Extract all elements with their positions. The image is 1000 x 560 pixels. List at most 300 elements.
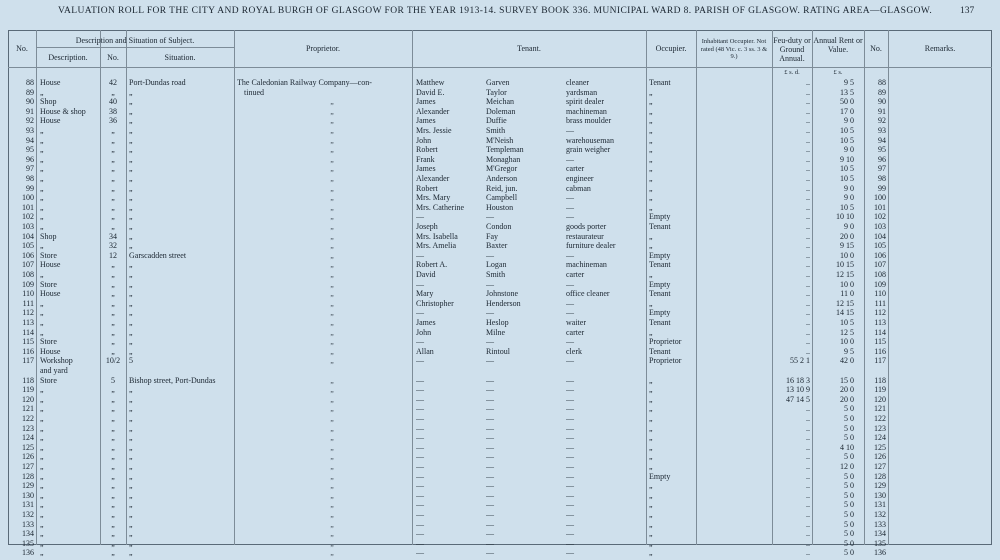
cell-annual-rent: 12 5: [840, 327, 854, 337]
cell-description: „: [40, 481, 44, 491]
cell-feu-duty: ..: [806, 442, 810, 452]
cell-no-right: 124: [874, 433, 886, 443]
table-row: [0, 308, 1000, 318]
cell-number: 38: [109, 106, 117, 116]
cell-tenant-first: Mrs. Jessie: [416, 126, 452, 135]
cell-tenant-first: —: [416, 490, 424, 500]
cell-number: „: [111, 385, 115, 395]
cell-tenant-first: James: [416, 97, 436, 107]
cell-description: „: [40, 490, 44, 500]
cell-proprietor: „: [330, 250, 334, 260]
col-header-no: No.: [16, 44, 28, 53]
cell-no: 127: [22, 462, 34, 471]
cell-tenant-occupation: waiter: [566, 318, 586, 327]
cell-no-right: 111: [874, 298, 886, 308]
cell-feu-duty: ..: [806, 548, 810, 558]
cell-annual-rent: 5 0: [844, 481, 854, 491]
cell-annual-rent: 42 0: [840, 356, 854, 366]
cell-no-right: 112: [874, 308, 886, 318]
cell-situation: „: [129, 212, 133, 222]
cell-occupier: Empty: [649, 212, 671, 222]
cell-situation: Garscadden street: [129, 250, 187, 260]
cell-feu-duty: ..: [806, 202, 810, 212]
cell-tenant-surname: Henderson: [486, 298, 521, 308]
cell-tenant-surname: —: [486, 279, 494, 289]
cell-no-right: 136: [874, 548, 886, 558]
cell-proprietor: „: [330, 423, 334, 433]
cell-number: „: [111, 270, 115, 279]
cell-occupier: „: [649, 375, 653, 385]
cell-occupier: „: [649, 327, 653, 337]
cell-number: 10/2: [105, 356, 121, 366]
cell-annual-rent: 10 0: [840, 337, 854, 347]
cell-tenant-surname: Houston: [486, 202, 514, 212]
cell-no-right: 125: [874, 442, 886, 452]
table-row: [0, 251, 1000, 261]
cell-proprietor: „: [330, 298, 334, 308]
cell-no-right: 133: [874, 519, 886, 529]
cell-number: „: [111, 337, 115, 347]
cell-no: 125: [22, 442, 34, 452]
cell-tenant-occupation: cabman: [566, 183, 591, 193]
cell-number: 12: [109, 250, 117, 260]
cell-annual-rent: 10 5: [840, 126, 854, 135]
cell-tenant-occupation: goods porter: [566, 222, 607, 231]
cell-situation: „: [129, 154, 133, 164]
cell-description: „: [40, 318, 44, 327]
cell-tenant-first: —: [416, 337, 424, 347]
cell-tenant-occupation: —: [566, 433, 574, 443]
cell-occupier: „: [649, 433, 653, 443]
cell-number: „: [111, 87, 115, 97]
cell-tenant-surname: —: [486, 385, 494, 395]
cell-feu-duty: ..: [806, 279, 810, 289]
cell-proprietor: „: [330, 327, 334, 337]
cell-no: 99: [26, 183, 34, 193]
cell-feu-duty: ..: [806, 500, 810, 510]
cell-occupier: „: [649, 394, 653, 404]
cell-description: „: [40, 202, 44, 212]
cell-description: House: [40, 289, 61, 299]
cell-proprietor: „: [330, 462, 334, 471]
cell-occupier: Tenant: [649, 260, 671, 270]
cell-tenant-first: Alexander: [416, 106, 450, 116]
cell-tenant-occupation: —: [566, 529, 574, 539]
cell-number: „: [111, 471, 115, 481]
cell-number: 32: [109, 241, 117, 251]
cell-feu-duty: ..: [806, 116, 810, 126]
cell-number: „: [111, 490, 115, 500]
cell-number: „: [111, 154, 115, 164]
cell-occupier: Empty: [649, 471, 671, 481]
cell-tenant-occupation: furniture dealer: [566, 241, 616, 251]
units-rent: £ s.: [833, 69, 843, 76]
table-row: [0, 107, 1000, 117]
cell-number: 42: [109, 78, 117, 87]
cell-annual-rent: 9 5: [844, 346, 854, 356]
cell-no: 128: [22, 471, 34, 481]
cell-tenant-first: —: [416, 481, 424, 491]
cell-tenant-first: —: [416, 385, 424, 395]
cell-number: „: [111, 212, 115, 222]
col-header-occupier: Occupier.: [655, 44, 687, 53]
cell-number: „: [111, 394, 115, 404]
cell-tenant-surname: —: [486, 500, 494, 510]
cell-feu-duty: 47 14 5: [786, 394, 810, 404]
table-row: [0, 424, 1000, 434]
table-row: [0, 193, 1000, 203]
cell-tenant-occupation: —: [566, 519, 574, 529]
cell-description: „: [40, 414, 44, 423]
cell-tenant-first: —: [416, 471, 424, 481]
cell-tenant-surname: —: [486, 548, 494, 558]
cell-tenant-occupation: —: [566, 375, 574, 385]
cell-tenant-surname: —: [486, 423, 494, 433]
table-row: [0, 347, 1000, 357]
cell-proprietor: „: [330, 135, 334, 145]
cell-description: and yard: [40, 366, 68, 375]
cell-description: „: [40, 529, 44, 539]
cell-proprietor: „: [330, 346, 334, 356]
cell-tenant-surname: Anderson: [486, 174, 518, 183]
cell-tenant-occupation: —: [566, 126, 574, 135]
cell-tenant-first: —: [416, 442, 424, 452]
cell-proprietor: „: [330, 414, 334, 423]
col-header-tenant: Tenant.: [517, 44, 541, 53]
cell-tenant-surname: M'Gregor: [486, 164, 518, 174]
cell-occupier: Empty: [649, 308, 671, 318]
table-row: [0, 299, 1000, 309]
cell-situation: „: [129, 337, 133, 347]
cell-tenant-surname: Rintoul: [486, 346, 511, 356]
cell-occupier: „: [649, 270, 653, 279]
cell-tenant-surname: Campbell: [486, 193, 518, 203]
cell-description: „: [40, 183, 44, 193]
proprietor-note-continued: tinued: [244, 87, 264, 97]
cell-tenant-surname: —: [486, 356, 494, 366]
cell-number: 36: [109, 116, 117, 126]
cell-situation: „: [129, 270, 133, 279]
cell-situation: „: [129, 183, 133, 193]
cell-proprietor: „: [330, 154, 334, 164]
cell-tenant-first: James: [416, 318, 436, 327]
cell-description: House & shop: [40, 106, 86, 116]
cell-no-right: 129: [874, 481, 886, 491]
cell-situation: „: [129, 298, 133, 308]
cell-no-right: 132: [874, 510, 886, 519]
cell-tenant-surname: —: [486, 212, 494, 222]
cell-tenant-occupation: spirit dealer: [566, 97, 604, 107]
cell-tenant-surname: Condon: [486, 222, 512, 231]
cell-situation: „: [129, 241, 133, 251]
cell-no-right: 130: [874, 490, 886, 500]
cell-occupier: „: [649, 87, 653, 97]
cell-annual-rent: 10 10: [836, 212, 854, 222]
cell-occupier: „: [649, 164, 653, 174]
cell-annual-rent: 9 10: [840, 154, 854, 164]
col-header-remarks: Remarks.: [924, 44, 956, 53]
cell-tenant-occupation: —: [566, 279, 574, 289]
cell-occupier: „: [649, 500, 653, 510]
cell-annual-rent: 20 0: [840, 394, 854, 404]
cell-tenant-surname: —: [486, 442, 494, 452]
cell-no: 115: [22, 337, 34, 347]
cell-occupier: „: [649, 241, 653, 251]
table-row: [0, 164, 1000, 174]
cell-tenant-occupation: —: [566, 481, 574, 491]
cell-occupier: „: [649, 548, 653, 558]
cell-no: 110: [22, 289, 34, 299]
cell-no: 93: [26, 126, 34, 135]
cell-proprietor: „: [330, 452, 334, 462]
col-header-situation: Situation.: [164, 53, 196, 62]
table-row: [0, 510, 1000, 520]
cell-tenant-first: —: [416, 433, 424, 443]
cell-description: „: [40, 471, 44, 481]
cell-number: „: [111, 193, 115, 203]
cell-proprietor: „: [330, 183, 334, 193]
cell-description: Store: [40, 375, 57, 385]
cell-tenant-surname: —: [486, 308, 494, 318]
cell-proprietor: „: [330, 164, 334, 174]
cell-occupier: Tenant: [649, 78, 671, 87]
cell-tenant-first: Joseph: [416, 222, 438, 231]
table-row: [0, 462, 1000, 472]
cell-annual-rent: 5 0: [844, 510, 854, 519]
cell-feu-duty: ..: [806, 404, 810, 414]
proprietor-note: The Caledonian Railway Company—con-: [237, 78, 372, 87]
cell-feu-duty: ..: [806, 97, 810, 107]
table-row: [0, 318, 1000, 328]
cell-annual-rent: 20 0: [840, 231, 854, 241]
table-row: [0, 260, 1000, 270]
cell-no-right: 118: [874, 375, 886, 385]
cell-no-right: 104: [874, 231, 886, 241]
cell-tenant-first: Mrs. Mary: [416, 193, 451, 203]
cell-tenant-occupation: —: [566, 356, 574, 366]
cell-occupier: „: [649, 135, 653, 145]
cell-feu-duty: ..: [806, 241, 810, 251]
cell-annual-rent: 14 15: [836, 308, 854, 318]
cell-feu-duty: ..: [806, 270, 810, 279]
cell-occupier: „: [649, 126, 653, 135]
cell-proprietor: „: [330, 260, 334, 270]
cell-proprietor: „: [330, 490, 334, 500]
cell-no-right: 126: [874, 452, 886, 462]
cell-feu-duty: ..: [806, 308, 810, 318]
cell-tenant-surname: Duffie: [486, 116, 507, 126]
cell-tenant-surname: Fay: [486, 231, 498, 241]
cell-no: 120: [22, 394, 34, 404]
cell-description: House: [40, 116, 61, 126]
cell-feu-duty: ..: [806, 433, 810, 443]
cell-no: 124: [22, 433, 34, 443]
cell-no: 100: [22, 193, 34, 203]
cell-feu-duty: ..: [806, 337, 810, 347]
cell-description: „: [40, 385, 44, 395]
cell-tenant-surname: Garven: [486, 78, 510, 87]
cell-tenant-first: Robert: [416, 183, 438, 193]
cell-annual-rent: 9 5: [844, 78, 854, 87]
cell-tenant-occupation: machineman: [566, 106, 607, 116]
cell-feu-duty: ..: [806, 222, 810, 231]
cell-no-right: 121: [874, 404, 886, 414]
table-row: [0, 88, 1000, 98]
cell-occupier: Tenant: [649, 222, 671, 231]
cell-no: 109: [22, 279, 34, 289]
cell-situation: „: [129, 260, 133, 270]
cell-situation: „: [129, 202, 133, 212]
cell-no: 101: [22, 202, 34, 212]
cell-tenant-occupation: —: [566, 538, 574, 548]
cell-tenant-surname: —: [486, 404, 494, 414]
table-row: [0, 212, 1000, 222]
cell-description: „: [40, 87, 44, 97]
cell-situation: „: [129, 414, 133, 423]
cell-tenant-surname: —: [486, 250, 494, 260]
cell-occupier: „: [649, 116, 653, 126]
cell-tenant-first: —: [416, 279, 424, 289]
cell-tenant-occupation: —: [566, 462, 574, 471]
cell-number: „: [111, 222, 115, 231]
cell-situation: „: [129, 394, 133, 404]
cell-description: „: [40, 500, 44, 510]
cell-occupier: „: [649, 183, 653, 193]
cell-annual-rent: 5 0: [844, 452, 854, 462]
page-title: VALUATION ROLL FOR THE CITY AND ROYAL BURGH OF GLASGOW FOR THE YEAR 1913-14. SURVEY BOOK 336. MUNICIPAL WARD 8. PARISH OF GLASGOW. RATING AREA—GLASGOW.: [58, 6, 933, 16]
cell-no: 96: [26, 154, 34, 164]
cell-feu-duty: ..: [806, 154, 810, 164]
cell-annual-rent: 10 5: [840, 318, 854, 327]
cell-feu-duty: ..: [806, 423, 810, 433]
cell-tenant-surname: —: [486, 510, 494, 519]
cell-proprietor: „: [330, 394, 334, 404]
cell-number: „: [111, 404, 115, 414]
cell-tenant-occupation: clerk: [566, 346, 582, 356]
cell-number: „: [111, 135, 115, 145]
cell-annual-rent: 5 0: [844, 500, 854, 510]
cell-tenant-surname: —: [486, 337, 494, 347]
cell-tenant-occupation: —: [566, 500, 574, 510]
cell-no-right: 89: [878, 87, 886, 97]
cell-description: Store: [40, 279, 57, 289]
cell-tenant-surname: —: [486, 538, 494, 548]
cell-situation: „: [129, 346, 133, 356]
cell-feu-duty: ..: [806, 298, 810, 308]
cell-tenant-occupation: yardsman: [566, 87, 598, 97]
cell-situation: 5: [129, 356, 133, 366]
cell-proprietor: „: [330, 289, 334, 299]
cell-no-right: 123: [874, 423, 886, 433]
cell-annual-rent: 50 0: [840, 97, 854, 107]
cell-description: „: [40, 126, 44, 135]
cell-annual-rent: 10 5: [840, 174, 854, 183]
cell-tenant-first: —: [416, 519, 424, 529]
cell-tenant-first: —: [416, 356, 424, 366]
cell-description: „: [40, 433, 44, 443]
cell-tenant-first: —: [416, 548, 424, 558]
cell-tenant-first: —: [416, 529, 424, 539]
cell-proprietor: „: [330, 318, 334, 327]
cell-situation: „: [129, 318, 133, 327]
table-row: [0, 481, 1000, 491]
cell-annual-rent: 5 0: [844, 538, 854, 548]
col-header-proprietor: Proprietor.: [306, 44, 340, 53]
cell-feu-duty: ..: [806, 231, 810, 241]
cell-no: 95: [26, 145, 34, 155]
table-row: [0, 328, 1000, 338]
cell-tenant-surname: Johnstone: [486, 289, 518, 299]
cell-annual-rent: 5 0: [844, 529, 854, 539]
cell-tenant-first: David E.: [416, 87, 445, 97]
cell-no-right: 113: [874, 318, 886, 327]
cell-occupier: „: [649, 154, 653, 164]
cell-situation: „: [129, 462, 133, 471]
cell-annual-rent: 9 0: [844, 116, 854, 126]
cell-tenant-occupation: —: [566, 385, 574, 395]
cell-occupier: „: [649, 298, 653, 308]
cell-tenant-occupation: carter: [566, 327, 585, 337]
cell-tenant-first: Robert: [416, 145, 438, 155]
cell-occupier: „: [649, 174, 653, 183]
cell-number: „: [111, 164, 115, 174]
cell-occupier: Empty: [649, 250, 671, 260]
cell-no-right: 120: [874, 394, 886, 404]
table-row: [0, 97, 1000, 107]
cell-annual-rent: 9 0: [844, 183, 854, 193]
cell-tenant-surname: Smith: [486, 126, 506, 135]
cell-description: „: [40, 452, 44, 462]
cell-situation: „: [129, 538, 133, 548]
cell-proprietor: „: [330, 538, 334, 548]
cell-annual-rent: 12 15: [836, 270, 854, 279]
cell-situation: „: [129, 279, 133, 289]
cell-feu-duty: ..: [806, 135, 810, 145]
cell-tenant-occupation: restaurateur: [566, 231, 604, 241]
cell-no: 91: [26, 106, 34, 116]
cell-feu-duty: ..: [806, 538, 810, 548]
cell-no: 122: [22, 414, 34, 423]
cell-number: „: [111, 414, 115, 423]
cell-annual-rent: 5 0: [844, 433, 854, 443]
cell-no: 94: [26, 135, 34, 145]
cell-tenant-first: —: [416, 308, 424, 318]
cell-feu-duty: ..: [806, 78, 810, 87]
cell-no: 135: [22, 538, 34, 548]
cell-tenant-occupation: —: [566, 548, 574, 558]
cell-description: „: [40, 174, 44, 183]
col-header-description-group: Description and Situation of Subject.: [75, 36, 195, 45]
cell-number: „: [111, 529, 115, 539]
cell-tenant-surname: M'Neish: [486, 135, 514, 145]
cell-occupier: Tenant: [649, 289, 671, 299]
cell-tenant-occupation: —: [566, 308, 574, 318]
table-row: [0, 433, 1000, 443]
cell-tenant-first: Mary: [416, 289, 434, 299]
cell-tenant-first: Allan: [416, 346, 434, 356]
cell-occupier: „: [649, 452, 653, 462]
cell-feu-duty: ..: [806, 250, 810, 260]
cell-feu-duty: 16 18 3: [786, 375, 810, 385]
cell-no: 133: [22, 519, 34, 529]
cell-tenant-first: James: [416, 164, 436, 174]
cell-tenant-occupation: machineman: [566, 260, 607, 270]
cell-no: 131: [22, 500, 34, 510]
cell-proprietor: „: [330, 222, 334, 231]
cell-tenant-surname: —: [486, 433, 494, 443]
cell-description: „: [40, 510, 44, 519]
col-header-description: Description.: [48, 53, 88, 62]
